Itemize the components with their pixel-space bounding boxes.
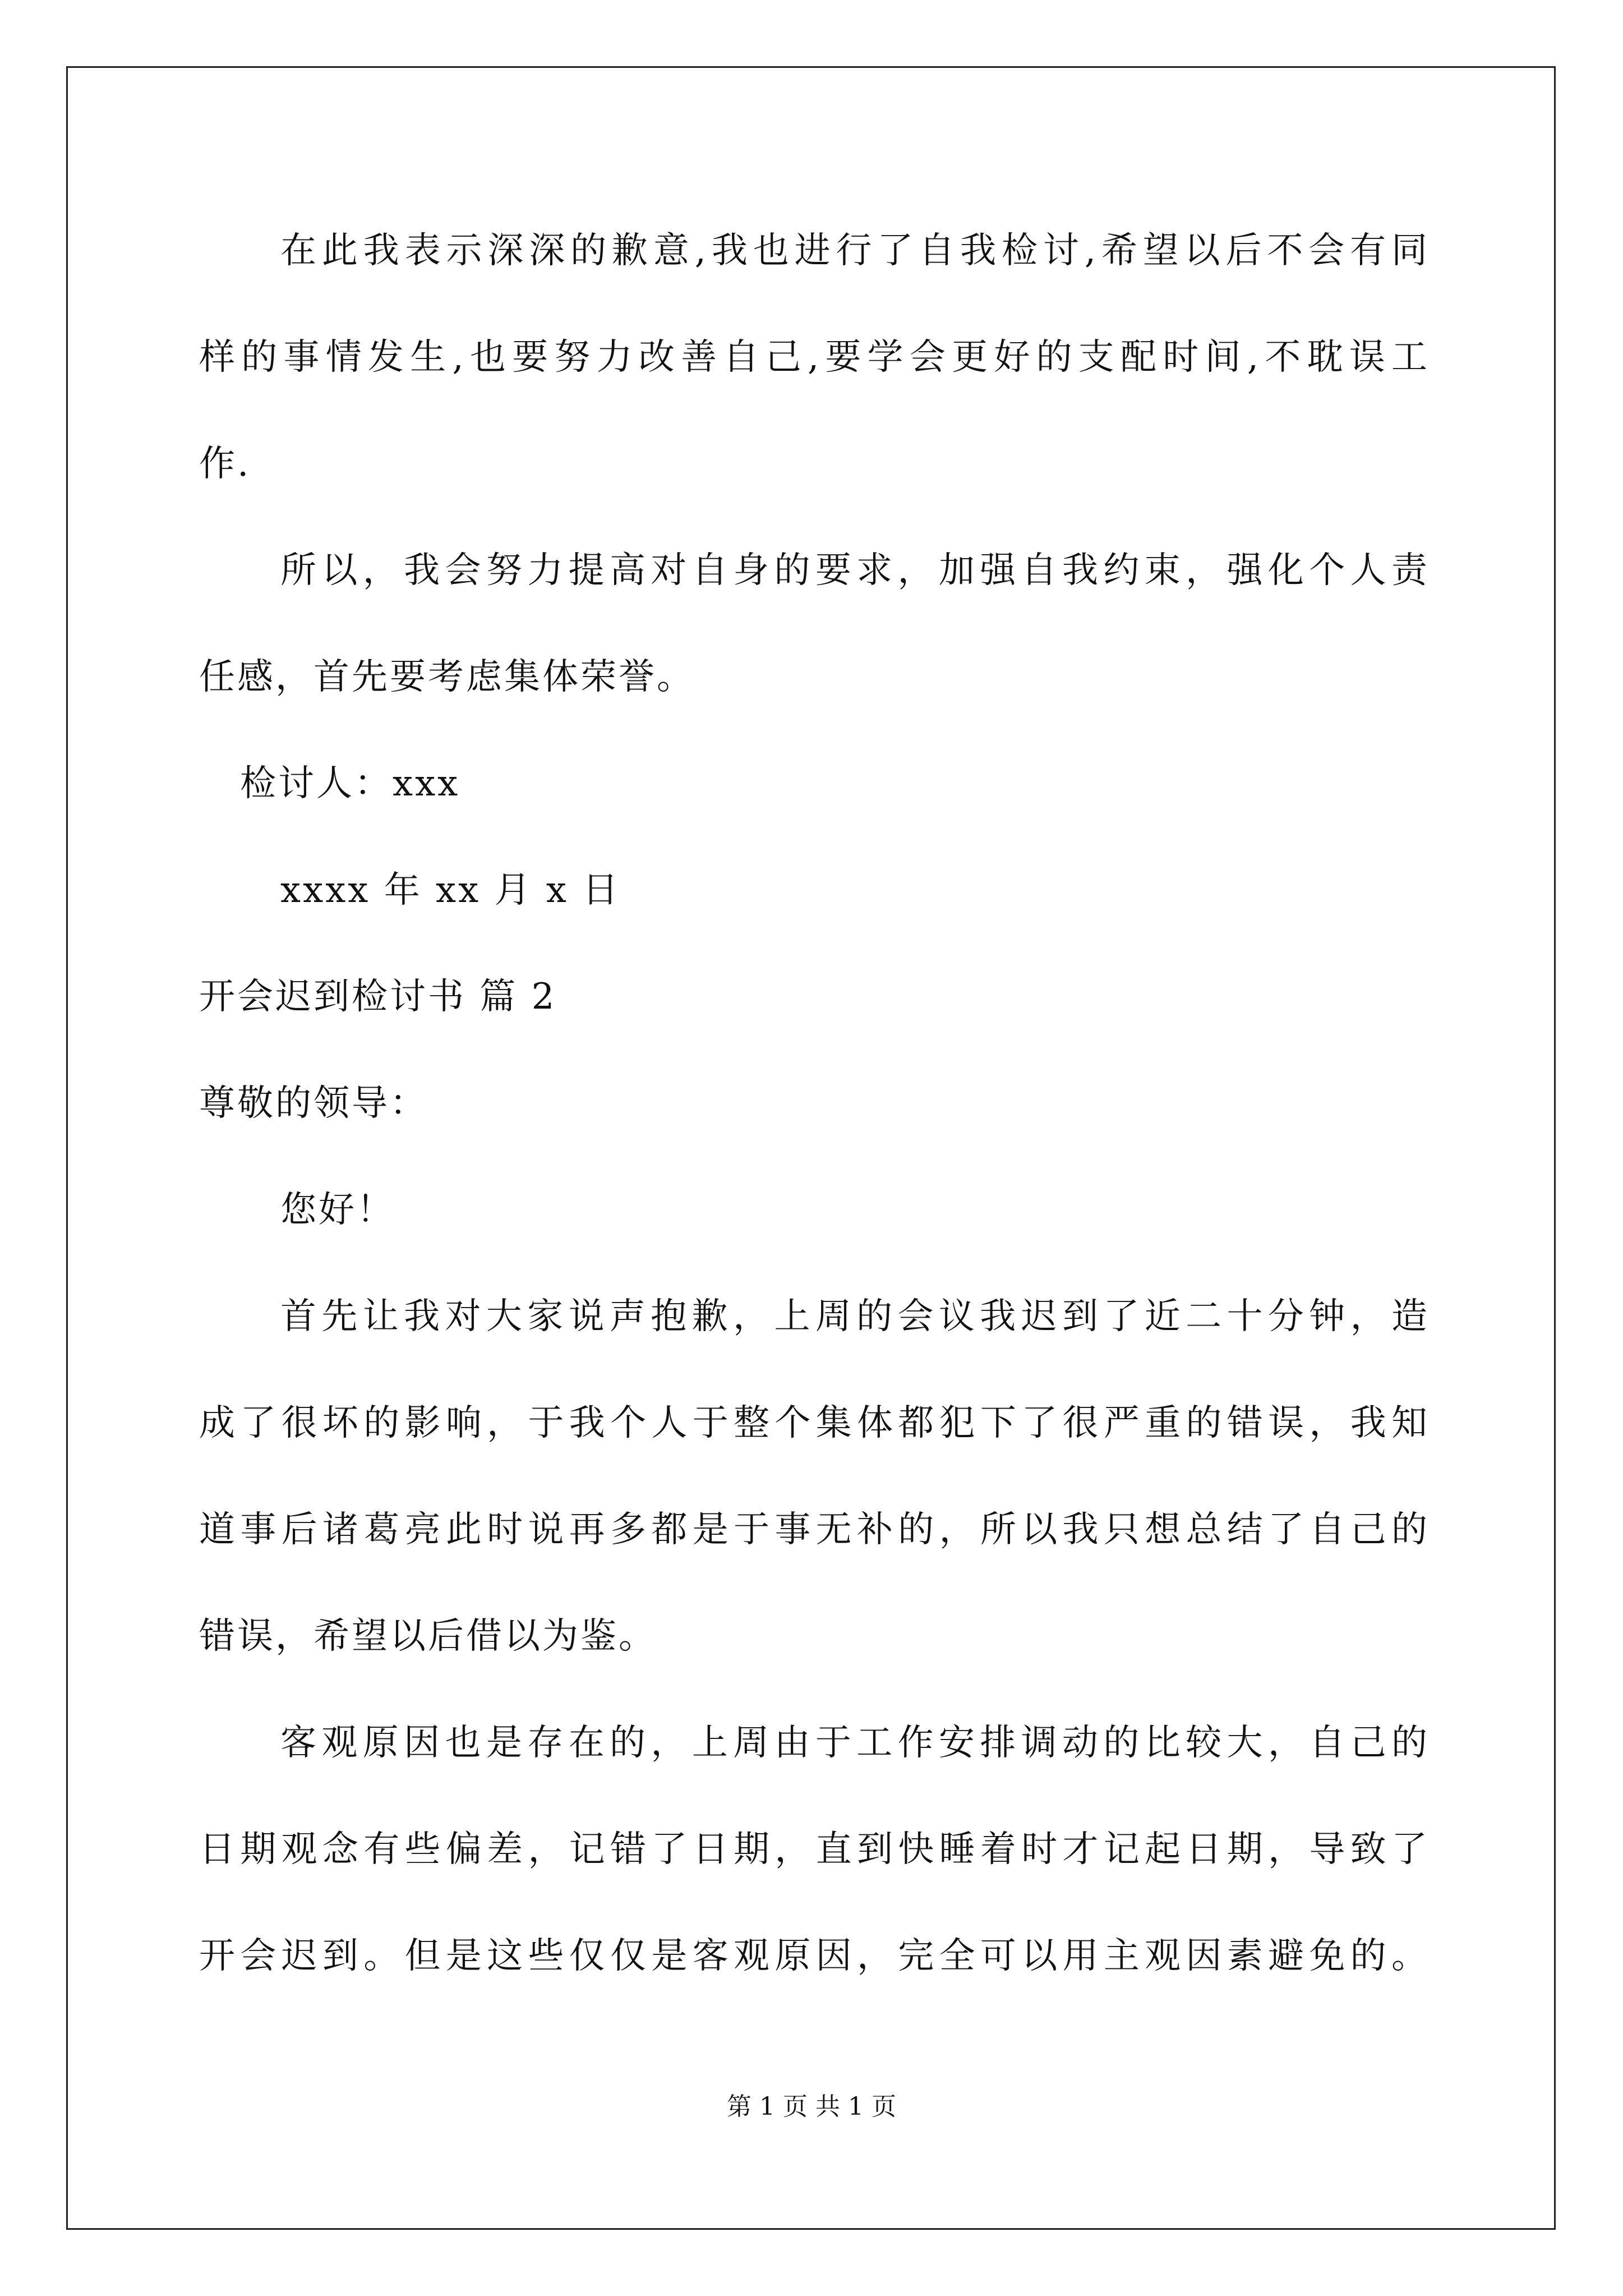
paragraph-1-line-2: 样的事情发生,也要努力改善自己,要学会更好的支配时间,不耽误工 [199,337,1427,378]
reviewer-signature: 检讨人：xxx [240,763,460,804]
paragraph-3-line-1: 首先让我对大家说声抱歉，上周的会议我迟到了近二十分钟，造 [280,1296,1427,1337]
paragraph-3-line-3: 道事后诸葛亮此时说再多都是于事无补的，所以我只想总结了自己的 [199,1509,1427,1550]
section-title: 开会迟到检讨书 篇 2 [199,976,557,1018]
paragraph-4-line-2: 日期观念有些偏差，记错了日期，直到快睡着时才记起日期，导致了 [199,1829,1427,1870]
paragraph-4-line-3: 开会迟到。但是这些仅仅是客观原因，完全可以用主观因素避免的。 [199,1935,1427,1977]
paragraph-3-line-4: 错误，希望以后借以为鉴。 [199,1616,657,1657]
date-line: xxxx 年 xx 月 x 日 [280,869,621,911]
paragraph-2-line-1: 所以，我会努力提高对自身的要求，加强自我约束，强化个人责 [280,550,1427,591]
paragraph-2-line-2: 任感，首先要考虑集体荣誉。 [199,656,695,698]
greeting: 您好！ [280,1189,395,1231]
paragraph-1-line-1: 在此我表示深深的歉意,我也进行了自我检讨,希望以后不会有同 [280,230,1427,272]
paragraph-4-line-1: 客观原因也是存在的，上周由于工作安排调动的比较大，自己的 [280,1722,1427,1764]
salutation: 尊敬的领导： [199,1083,428,1124]
page-border [66,66,1556,2230]
paragraph-3-line-2: 成了很坏的影响，于我个人于整个集体都犯下了很严重的错误，我知 [199,1402,1427,1444]
page-footer: 第 1 页 共 1 页 [727,2092,896,2121]
paragraph-1-line-3: 作. [199,443,251,485]
